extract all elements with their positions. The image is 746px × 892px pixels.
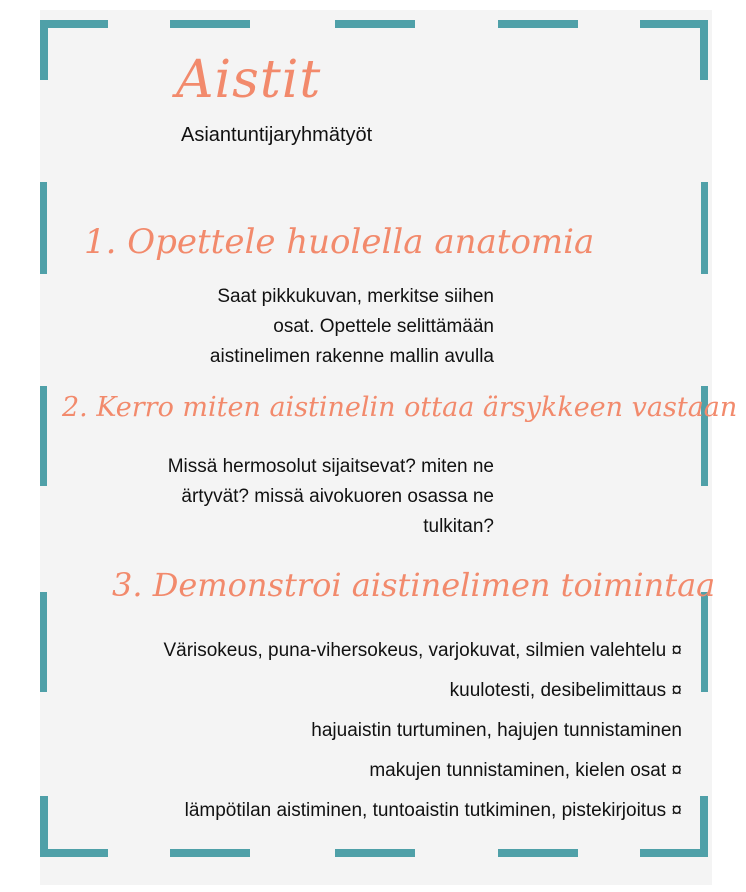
page-subtitle: Asiantuntijaryhmätyöt xyxy=(181,124,373,146)
frame-segment xyxy=(40,386,47,486)
list-item: lämpötilan aistiminen, tuntoaistin tutkiminen, pistekirjoitus ¤ xyxy=(184,800,682,821)
frame-segment xyxy=(640,20,708,28)
text-line: tulkitan? xyxy=(423,516,494,537)
text-line: Missä hermosolut sijaitsevat? miten ne xyxy=(167,456,494,477)
frame-segment xyxy=(40,20,108,28)
frame-segment xyxy=(700,796,708,856)
frame-segment xyxy=(40,849,108,857)
frame-segment xyxy=(170,20,250,28)
frame-segment xyxy=(335,849,415,857)
text-line: ärtyvät? missä aivokuoren osassa ne xyxy=(181,486,494,507)
list-item: hajuaistin turtuminen, hajujen tunnistaminen xyxy=(311,720,682,741)
section-text-anatomy xyxy=(120,282,494,372)
list-item: makujen tunnistaminen, kielen osat ¤ xyxy=(369,760,682,781)
section-heading-demonstrate: 3. Demonstroi aistinelimen toimintaa xyxy=(112,566,716,604)
frame-segment xyxy=(700,20,708,80)
text-line: Saat pikkukuvan, merkitse siihen xyxy=(217,286,494,307)
frame-segment xyxy=(701,182,708,274)
list-item: Värisokeus, puna-vihersokeus, varjokuvat, silmien valehtelu ¤ xyxy=(163,640,682,661)
frame-segment xyxy=(701,592,708,692)
frame-segment xyxy=(498,849,578,857)
section-heading-stimulus: 2. Kerro miten aistinelin ottaa ärsykkeen vastaan xyxy=(62,392,738,423)
frame-segment xyxy=(170,849,250,857)
frame-segment xyxy=(40,796,48,856)
frame-segment xyxy=(640,849,708,857)
text-line: osat. Opettele selittämään xyxy=(273,316,494,337)
frame-segment xyxy=(335,20,415,28)
frame-segment xyxy=(498,20,578,28)
frame-segment xyxy=(40,20,48,80)
section-text-stimulus xyxy=(100,452,494,542)
text-line: aistinelimen rakenne mallin avulla xyxy=(209,346,494,367)
frame-segment xyxy=(40,182,47,274)
list-item: kuulotesti, desibelimittaus ¤ xyxy=(449,680,682,701)
section-heading-anatomy: 1. Opettele huolella anatomia xyxy=(84,222,595,262)
page-title: Aistit xyxy=(176,50,322,110)
frame-segment xyxy=(40,592,47,692)
demonstration-list xyxy=(50,636,682,836)
